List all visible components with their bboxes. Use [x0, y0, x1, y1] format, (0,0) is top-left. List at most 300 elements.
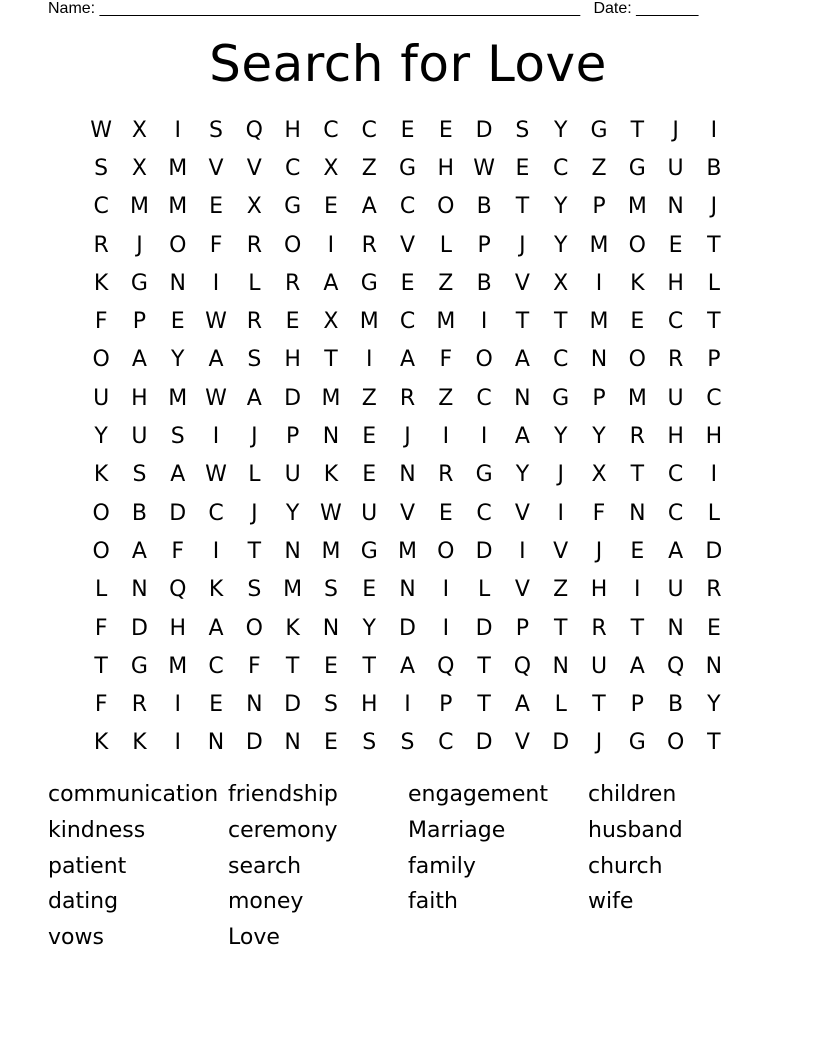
- grid-letter: Y: [171, 347, 185, 373]
- grid-letter: M: [436, 309, 456, 335]
- grid-letter: M: [168, 385, 188, 411]
- grid-letter: G: [284, 194, 302, 220]
- grid-letter: G: [130, 653, 148, 679]
- grid-letter: N: [322, 615, 340, 641]
- name-field: Name: ______________________________________________________: [48, 0, 581, 17]
- grid-letter: E: [209, 692, 223, 718]
- grid-letter: C: [208, 500, 224, 526]
- grid-letter: I: [442, 424, 450, 450]
- grid-letter: I: [442, 577, 450, 603]
- grid-letter: K: [93, 730, 109, 756]
- word-list-item: wife: [588, 889, 634, 915]
- grid-letter: V: [514, 577, 530, 603]
- grid-letter: Q: [437, 653, 455, 679]
- grid-letter: P: [515, 615, 530, 641]
- grid-letter: K: [93, 270, 109, 296]
- grid-letter: O: [245, 615, 263, 641]
- grid-letter: H: [284, 117, 301, 143]
- grid-letter: G: [360, 270, 378, 296]
- grid-letter: G: [590, 117, 608, 143]
- grid-letter: K: [132, 730, 147, 756]
- grid-letter: T: [362, 653, 376, 679]
- grid-letter: I: [212, 270, 220, 296]
- grid-letter: T: [324, 347, 338, 373]
- grid-letter: E: [706, 615, 721, 641]
- grid-letter: T: [477, 692, 491, 718]
- grid-letter: A: [629, 653, 645, 679]
- grid-letter: O: [92, 347, 110, 373]
- word-list: [48, 777, 768, 956]
- grid-letter: D: [475, 730, 493, 756]
- grid-letter: T: [707, 232, 721, 258]
- grid-letter: N: [399, 577, 416, 603]
- grid-letter: U: [284, 462, 301, 488]
- grid-letter: O: [666, 730, 685, 756]
- grid-letter: P: [592, 385, 606, 411]
- grid-letter: T: [707, 730, 721, 756]
- grid-letter: C: [399, 309, 416, 335]
- grid-letter: E: [285, 309, 300, 335]
- grid-letter: S: [132, 462, 147, 488]
- grid-letter: V: [514, 730, 530, 756]
- grid-letter: W: [205, 385, 227, 411]
- grid-letter: A: [361, 194, 377, 220]
- word-list-item: vows: [48, 925, 104, 951]
- grid-letter: D: [705, 538, 723, 564]
- grid-letter: A: [208, 347, 224, 373]
- grid-letter: D: [475, 117, 493, 143]
- grid-letter: C: [476, 385, 492, 411]
- grid-letter: L: [707, 270, 721, 296]
- grid-letter: R: [131, 692, 148, 718]
- word-list-item: communication: [48, 782, 219, 807]
- grid-letter: G: [360, 538, 378, 564]
- grid-letter: A: [131, 538, 147, 564]
- grid-letter: R: [706, 577, 722, 603]
- grid-letter: K: [323, 462, 339, 488]
- grid-letter: J: [251, 424, 258, 450]
- grid-letter: C: [323, 117, 339, 143]
- grid-letter: V: [553, 538, 569, 564]
- grid-letter: Z: [361, 155, 377, 181]
- grid-letter: E: [630, 538, 645, 564]
- grid-letter: W: [205, 462, 227, 488]
- grid-letter: Z: [361, 385, 377, 411]
- grid-letter: N: [284, 538, 301, 564]
- grid-letter: D: [284, 692, 302, 718]
- grid-letter: F: [94, 615, 108, 641]
- grid-letter: I: [327, 232, 335, 258]
- grid-letter: Z: [438, 385, 454, 411]
- grid-letter: A: [246, 385, 262, 411]
- grid-letter: G: [475, 462, 493, 488]
- word-list-item: ceremony: [228, 817, 338, 843]
- word-list-item: friendship: [228, 782, 338, 807]
- grid-letter: U: [590, 653, 608, 679]
- grid-letter: E: [209, 194, 223, 220]
- grid-letter: I: [404, 692, 411, 718]
- grid-letter: U: [667, 577, 684, 603]
- grid-letter: N: [207, 730, 225, 756]
- grid-letter: U: [667, 385, 684, 411]
- grid-letter: J: [710, 194, 718, 220]
- grid-letter: N: [552, 653, 569, 679]
- grid-letter: Y: [285, 500, 300, 526]
- grid-letter: I: [212, 424, 220, 450]
- grid-letter: X: [131, 155, 147, 181]
- grid-letter: N: [246, 692, 263, 718]
- grid-letter: C: [476, 500, 492, 526]
- grid-letter: P: [439, 692, 453, 718]
- grid-letter: M: [627, 194, 647, 220]
- grid-letter: L: [477, 577, 491, 603]
- grid-letter: T: [477, 653, 491, 679]
- grid-letter: D: [245, 730, 263, 756]
- grid-letter: R: [399, 385, 416, 411]
- page-title: Search for Love: [209, 35, 607, 93]
- grid-letter: C: [667, 500, 684, 526]
- grid-letter: Y: [553, 424, 568, 450]
- grid-letter: G: [628, 155, 646, 181]
- grid-letter: E: [323, 194, 338, 220]
- grid-letter: N: [629, 500, 646, 526]
- grid-letter: E: [362, 462, 377, 488]
- grid-letter: N: [284, 730, 301, 756]
- word-list-item: church: [588, 853, 663, 879]
- grid-letter: N: [705, 653, 723, 679]
- grid-letter: Q: [666, 653, 685, 679]
- grid-letter: A: [514, 347, 530, 373]
- word-list-item: family: [408, 853, 476, 879]
- grid-letter: S: [323, 577, 338, 603]
- grid-letter: N: [667, 194, 684, 220]
- grid-letter: B: [131, 500, 147, 526]
- grid-letter: F: [592, 500, 606, 526]
- grid-letter: Y: [707, 692, 721, 718]
- grid-letter: J: [251, 500, 258, 526]
- grid-letter: T: [285, 653, 300, 679]
- word-list-item: money: [228, 889, 304, 915]
- grid-letter: N: [131, 577, 148, 603]
- grid-letter: F: [94, 309, 108, 335]
- grid-letter: C: [553, 347, 569, 373]
- grid-letter: Y: [362, 615, 376, 641]
- grid-letter: C: [438, 730, 454, 756]
- grid-letter: A: [208, 615, 224, 641]
- grid-letter: I: [174, 730, 181, 756]
- grid-letter: C: [284, 155, 301, 181]
- grid-letter: A: [323, 270, 339, 296]
- grid-letter: K: [630, 270, 645, 296]
- grid-letter: I: [710, 462, 718, 488]
- grid-letter: X: [323, 155, 339, 181]
- grid-letter: E: [362, 424, 377, 450]
- grid-letter: L: [248, 462, 261, 488]
- grid-letter: A: [514, 692, 530, 718]
- grid-letter: Y: [94, 424, 108, 450]
- grid-letter: B: [668, 692, 684, 718]
- grid-letter: G: [130, 270, 148, 296]
- grid-letter: U: [667, 155, 684, 181]
- word-list-item: search: [228, 853, 302, 879]
- word-list-item: husband: [588, 817, 683, 843]
- grid-letter: V: [399, 500, 416, 526]
- grid-letter: E: [438, 117, 453, 143]
- grid-letter: U: [361, 500, 378, 526]
- grid-letter: T: [630, 117, 645, 143]
- grid-letter: C: [553, 155, 569, 181]
- grid-letter: R: [361, 232, 377, 258]
- grid-letter: I: [710, 117, 718, 143]
- grid-letter: D: [169, 500, 187, 526]
- grid-letter: P: [630, 692, 644, 718]
- word-list-item: engagement: [408, 782, 548, 807]
- grid-letter: L: [95, 577, 108, 603]
- grid-letter: Y: [553, 117, 568, 143]
- grid-letter: X: [553, 270, 569, 296]
- grid-letter: W: [473, 155, 495, 181]
- grid-letter: P: [477, 232, 491, 258]
- grid-letter: M: [321, 538, 341, 564]
- grid-letter: L: [707, 500, 721, 526]
- grid-letter: Y: [553, 194, 568, 220]
- grid-letter: V: [514, 500, 530, 526]
- grid-letter: S: [400, 730, 415, 756]
- word-list-item: Love: [228, 925, 280, 951]
- grid-letter: S: [362, 730, 377, 756]
- grid-letter: N: [590, 347, 608, 373]
- grid-letter: R: [93, 232, 109, 258]
- grid-letter: X: [323, 309, 339, 335]
- grid-letter: I: [174, 117, 181, 143]
- grid-letter: R: [667, 347, 684, 373]
- letter-grid: [82, 111, 733, 762]
- word-list-item: kindness: [48, 817, 146, 843]
- grid-letter: F: [209, 232, 223, 258]
- grid-letter: A: [131, 347, 147, 373]
- grid-letter: R: [438, 462, 454, 488]
- grid-letter: F: [248, 653, 261, 679]
- grid-letter: E: [362, 577, 377, 603]
- grid-letter: J: [557, 462, 564, 488]
- grid-letter: K: [93, 462, 109, 488]
- word-list-item: faith: [408, 889, 458, 915]
- word-list-item: children: [588, 782, 677, 807]
- grid-letter: N: [399, 462, 416, 488]
- grid-letter: T: [592, 692, 606, 718]
- grid-letter: J: [519, 232, 526, 258]
- grid-letter: N: [322, 424, 340, 450]
- grid-letter: E: [668, 232, 683, 258]
- grid-letter: M: [168, 155, 188, 181]
- grid-letter: Q: [245, 117, 263, 143]
- grid-letter: L: [439, 232, 452, 258]
- grid-letter: L: [554, 692, 567, 718]
- grid-letter: E: [400, 270, 415, 296]
- grid-letter: E: [438, 500, 453, 526]
- grid-letter: M: [359, 309, 379, 335]
- grid-letter: M: [398, 538, 418, 564]
- grid-letter: X: [591, 462, 607, 488]
- grid-letter: H: [590, 577, 608, 603]
- grid-letter: R: [284, 270, 301, 296]
- grid-letter: V: [399, 232, 416, 258]
- grid-letter: O: [92, 538, 110, 564]
- grid-letter: M: [168, 194, 188, 220]
- grid-letter: Z: [591, 155, 607, 181]
- grid-letter: O: [283, 232, 302, 258]
- grid-letter: O: [437, 194, 455, 220]
- grid-letter: N: [514, 385, 531, 411]
- grid-letter: A: [668, 538, 684, 564]
- grid-letter: C: [361, 117, 377, 143]
- grid-letter: S: [170, 424, 185, 450]
- grid-letter: S: [247, 577, 262, 603]
- grid-letter: I: [595, 270, 603, 296]
- grid-letter: J: [595, 538, 603, 564]
- grid-letter: V: [208, 155, 224, 181]
- grid-letter: E: [323, 730, 338, 756]
- grid-letter: G: [552, 385, 570, 411]
- grid-letter: G: [628, 730, 646, 756]
- grid-letter: S: [515, 117, 530, 143]
- grid-letter: E: [170, 309, 185, 335]
- grid-letter: H: [437, 155, 455, 181]
- grid-letter: H: [705, 424, 723, 450]
- grid-letter: I: [480, 424, 488, 450]
- date-field: Date: _______: [593, 0, 699, 17]
- grid-letter: U: [131, 424, 148, 450]
- grid-letter: C: [93, 194, 109, 220]
- word-list-item: patient: [48, 853, 127, 879]
- grid-letter: O: [628, 347, 646, 373]
- grid-letter: O: [437, 538, 455, 564]
- grid-letter: T: [707, 309, 721, 335]
- grid-letter: S: [209, 117, 224, 143]
- grid-letter: B: [476, 270, 492, 296]
- grid-letter: I: [442, 615, 450, 641]
- grid-letter: L: [248, 270, 261, 296]
- grid-letter: T: [630, 462, 645, 488]
- grid-letter: R: [246, 309, 262, 335]
- grid-letter: T: [553, 309, 568, 335]
- grid-letter: H: [667, 424, 684, 450]
- grid-letter: F: [94, 692, 108, 718]
- grid-letter: P: [132, 309, 147, 335]
- grid-letter: K: [208, 577, 224, 603]
- grid-letter: Z: [553, 577, 569, 603]
- word-list-item: Marriage: [408, 817, 506, 843]
- grid-letter: Q: [513, 653, 532, 679]
- grid-letter: Y: [515, 462, 530, 488]
- grid-letter: U: [93, 385, 110, 411]
- grid-letter: J: [595, 730, 603, 756]
- grid-letter: T: [515, 194, 530, 220]
- grid-letter: E: [515, 155, 530, 181]
- grid-letter: P: [707, 347, 721, 373]
- grid-letter: S: [323, 692, 338, 718]
- grid-letter: C: [667, 309, 684, 335]
- grid-letter: Z: [438, 270, 454, 296]
- grid-letter: M: [168, 653, 188, 679]
- grid-letter: O: [92, 500, 110, 526]
- grid-letter: E: [400, 117, 415, 143]
- grid-letter: R: [246, 232, 262, 258]
- grid-letter: K: [285, 615, 300, 641]
- grid-letter: S: [247, 347, 262, 373]
- grid-letter: W: [90, 117, 113, 143]
- grid-letter: R: [629, 424, 645, 450]
- grid-letter: T: [553, 615, 568, 641]
- grid-letter: T: [94, 653, 108, 679]
- grid-letter: D: [399, 615, 416, 641]
- grid-letter: M: [129, 194, 149, 220]
- grid-letter: P: [285, 424, 300, 450]
- grid-letter: C: [706, 385, 722, 411]
- grid-letter: I: [212, 538, 220, 564]
- grid-letter: W: [205, 309, 227, 335]
- grid-letter: I: [365, 347, 373, 373]
- grid-letter: O: [169, 232, 187, 258]
- grid-letter: D: [130, 615, 148, 641]
- grid-letter: N: [667, 615, 684, 641]
- grid-letter: M: [283, 577, 303, 603]
- grid-letter: A: [170, 462, 186, 488]
- grid-letter: H: [131, 385, 148, 411]
- grid-letter: R: [591, 615, 607, 641]
- grid-letter: H: [360, 692, 378, 718]
- grid-letter: F: [439, 347, 453, 373]
- grid-letter: C: [667, 462, 684, 488]
- grid-letter: J: [672, 117, 679, 143]
- grid-letter: A: [399, 653, 416, 679]
- grid-letter: W: [320, 500, 342, 526]
- grid-letter: O: [628, 232, 646, 258]
- grid-letter: I: [634, 577, 641, 603]
- grid-letter: F: [171, 538, 185, 564]
- grid-letter: T: [247, 538, 262, 564]
- grid-letter: J: [136, 232, 143, 258]
- grid-letter: N: [169, 270, 186, 296]
- grid-letter: I: [557, 500, 564, 526]
- grid-letter: S: [94, 155, 109, 181]
- grid-letter: D: [475, 538, 493, 564]
- grid-letter: E: [323, 653, 338, 679]
- grid-letter: A: [399, 347, 416, 373]
- grid-letter: H: [169, 615, 187, 641]
- grid-letter: A: [514, 424, 530, 450]
- grid-letter: G: [398, 155, 417, 181]
- grid-letter: C: [399, 194, 416, 220]
- grid-letter: X: [131, 117, 147, 143]
- grid-letter: C: [208, 653, 224, 679]
- grid-letter: D: [552, 730, 570, 756]
- grid-letter: B: [476, 194, 492, 220]
- grid-letter: V: [246, 155, 262, 181]
- grid-letter: M: [589, 309, 609, 335]
- grid-letter: D: [284, 385, 302, 411]
- grid-letter: Y: [592, 424, 606, 450]
- grid-letter: J: [404, 424, 411, 450]
- grid-letter: Y: [553, 232, 568, 258]
- grid-letter: M: [321, 385, 341, 411]
- name-date-header: [48, 0, 698, 18]
- grid-letter: I: [174, 692, 181, 718]
- grid-letter: X: [246, 194, 262, 220]
- grid-letter: I: [519, 538, 526, 564]
- grid-letter: D: [475, 615, 493, 641]
- grid-letter: P: [592, 194, 606, 220]
